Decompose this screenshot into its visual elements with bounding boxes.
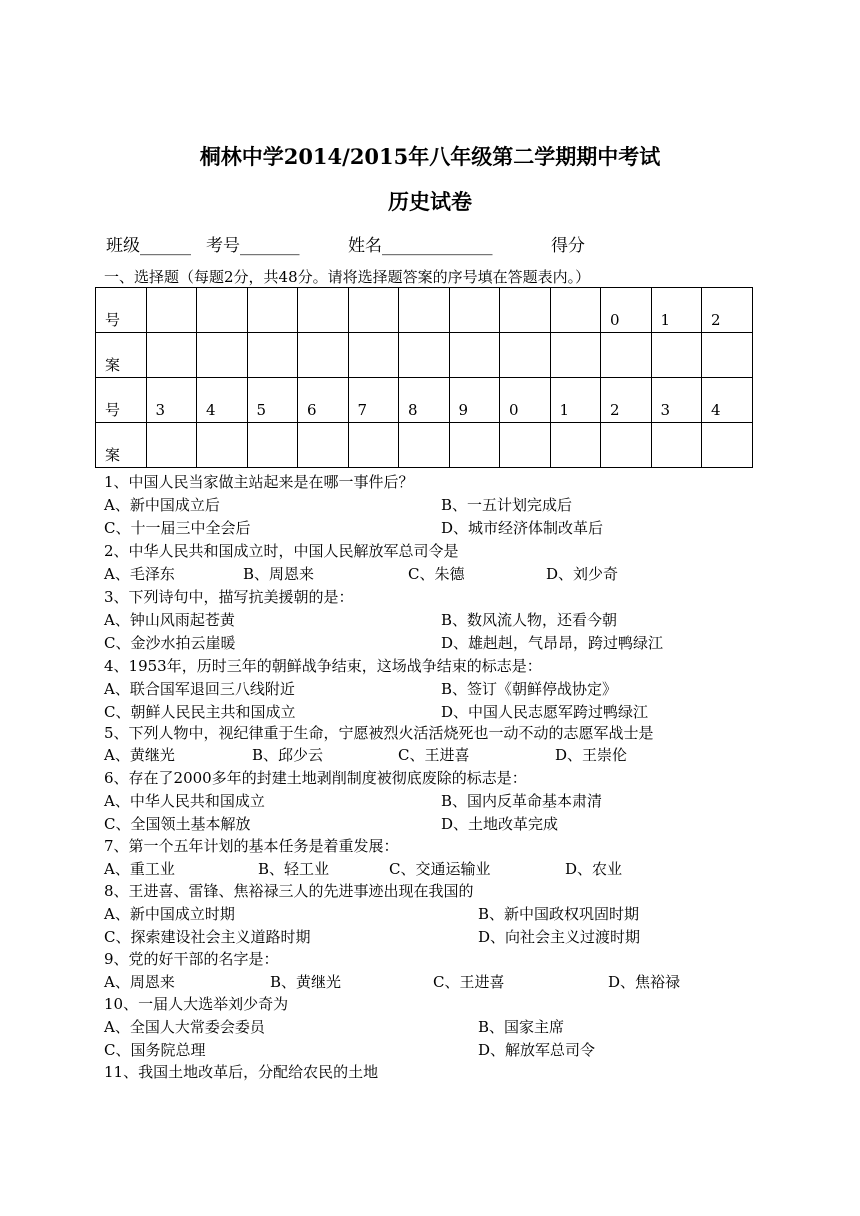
- answer-table-cell[interactable]: [399, 423, 450, 468]
- answer-table-cell[interactable]: [601, 333, 652, 378]
- question-stem: 7、第一个五年计划的基本任务是着重发展：: [104, 837, 399, 855]
- answer-table-cell: [146, 288, 197, 333]
- exam-number-field[interactable]: 考号_______: [206, 236, 300, 256]
- answer-table-cell: [449, 288, 500, 333]
- answer-table-cell[interactable]: [348, 423, 399, 468]
- answer-table-cell: [550, 288, 601, 333]
- answer-table-cell[interactable]: [550, 333, 601, 378]
- question-stem: 9、党的好干部的名字是：: [104, 950, 279, 968]
- option-b[interactable]: B、新中国政权巩固时期: [478, 905, 640, 923]
- option-c[interactable]: C、十一届三中全会后: [104, 519, 251, 537]
- option-d[interactable]: D、农业: [565, 860, 623, 878]
- question-stem: 6、存在了2000多年的封建土地剥削制度被彻底废除的标志是：: [104, 769, 527, 787]
- answer-table-cell[interactable]: [146, 333, 197, 378]
- option-c[interactable]: C、探索建设社会主义道路时期: [104, 928, 311, 946]
- page-title: 桐林中学2014/2015年八年级第二学期期中考试: [199, 144, 661, 169]
- score-field[interactable]: 得分: [551, 236, 585, 256]
- option-c[interactable]: C、金沙水拍云崖暖: [104, 634, 236, 652]
- answer-table-cell: 5: [247, 378, 298, 423]
- answer-table-cell[interactable]: [399, 333, 450, 378]
- option-b[interactable]: B、邱少云: [252, 746, 324, 764]
- answer-table-cell: 2: [702, 288, 753, 333]
- answer-table-cell[interactable]: [449, 423, 500, 468]
- answer-table-cell[interactable]: [146, 423, 197, 468]
- option-c[interactable]: C、朱德: [408, 565, 465, 583]
- answer-table-cell: 6: [298, 378, 349, 423]
- answer-table-cell[interactable]: [247, 423, 298, 468]
- option-d[interactable]: D、城市经济体制改革后: [441, 519, 604, 537]
- answer-table-cell: 1: [550, 378, 601, 423]
- answer-table-cell[interactable]: [247, 333, 298, 378]
- option-c[interactable]: C、交通运输业: [389, 860, 491, 878]
- answer-table: [95, 287, 753, 468]
- option-a[interactable]: A、钟山风雨起苍黄: [104, 611, 235, 629]
- option-c[interactable]: C、王进喜: [433, 973, 505, 991]
- answer-table-cell: 9: [449, 378, 500, 423]
- option-c[interactable]: C、国务院总理: [104, 1041, 206, 1059]
- answer-table-cell: [399, 288, 450, 333]
- option-a[interactable]: A、周恩来: [104, 973, 175, 991]
- option-d[interactable]: D、土地改革完成: [441, 815, 559, 833]
- answer-table-cell: 2: [601, 378, 652, 423]
- answer-table-cell[interactable]: [298, 423, 349, 468]
- option-b[interactable]: B、国内反革命基本肃清: [441, 792, 603, 810]
- answer-table-cell: [197, 288, 248, 333]
- option-d[interactable]: D、王崇伦: [555, 746, 628, 764]
- answer-table-cell[interactable]: [348, 333, 399, 378]
- answer-table-cell[interactable]: [702, 423, 753, 468]
- answer-table-cell: 7: [348, 378, 399, 423]
- option-a[interactable]: A、全国人大常委会委员: [104, 1018, 265, 1036]
- option-a[interactable]: A、毛泽东: [104, 565, 175, 583]
- answer-table-cell: 3: [146, 378, 197, 423]
- option-d[interactable]: D、向社会主义过渡时期: [478, 928, 641, 946]
- option-b[interactable]: B、周恩来: [243, 565, 315, 583]
- answer-table-cell[interactable]: [601, 423, 652, 468]
- answer-table-cell: [247, 288, 298, 333]
- answer-table-cell[interactable]: [550, 423, 601, 468]
- question-stem: 2、中华人民共和国成立时，中国人民解放军总司令是: [104, 542, 459, 560]
- option-c[interactable]: C、全国领土基本解放: [104, 815, 251, 833]
- answer-table-cell: 1: [651, 288, 702, 333]
- question-stem: 11、我国土地改革后，分配给农民的土地: [104, 1063, 379, 1081]
- option-c[interactable]: C、朝鲜人民民主共和国成立: [104, 703, 296, 721]
- answer-table-cell[interactable]: [449, 333, 500, 378]
- answer-table-row-label: 案: [96, 423, 147, 468]
- option-b[interactable]: B、签订《朝鲜停战协定》: [441, 680, 618, 698]
- answer-table-cell[interactable]: [197, 333, 248, 378]
- answer-table-cell[interactable]: [500, 423, 551, 468]
- answer-table-row: [96, 288, 753, 333]
- option-a[interactable]: A、黄继光: [104, 746, 175, 764]
- question-stem: 1、中国人民当家做主站起来是在哪一事件后？: [104, 473, 414, 491]
- section-heading: 一、选择题（每题2分，共48分。请将选择题答案的序号填在答题表内。）: [104, 268, 591, 286]
- question-stem: 3、下列诗句中，描写抗美援朝的是：: [104, 588, 354, 606]
- answer-table-cell[interactable]: [500, 333, 551, 378]
- answer-table-cell: 0: [601, 288, 652, 333]
- option-d[interactable]: D、解放军总司令: [478, 1041, 596, 1059]
- answer-table-cell[interactable]: [197, 423, 248, 468]
- answer-table-row-label: 号: [96, 288, 147, 333]
- option-a[interactable]: A、新中国成立时期: [104, 905, 235, 923]
- option-b[interactable]: B、轻工业: [258, 860, 330, 878]
- option-b[interactable]: B、数风流人物，还看今朝: [441, 611, 618, 629]
- option-b[interactable]: B、一五计划完成后: [441, 496, 573, 514]
- answer-table-row-label: 号: [96, 378, 147, 423]
- answer-table-cell: 4: [702, 378, 753, 423]
- answer-table-cell: [298, 288, 349, 333]
- answer-table-cell[interactable]: [651, 423, 702, 468]
- answer-table-cell: [500, 288, 551, 333]
- answer-table-row: [96, 423, 753, 468]
- option-a[interactable]: A、新中国成立后: [104, 496, 220, 514]
- option-c[interactable]: C、王进喜: [398, 746, 470, 764]
- option-b[interactable]: B、黄继光: [270, 973, 342, 991]
- answer-table-cell[interactable]: [298, 333, 349, 378]
- option-d[interactable]: D、焦裕禄: [608, 973, 681, 991]
- option-b[interactable]: B、国家主席: [478, 1018, 565, 1036]
- option-a[interactable]: A、重工业: [104, 860, 175, 878]
- option-a[interactable]: A、中华人民共和国成立: [104, 792, 265, 810]
- answer-table-row-label: 案: [96, 333, 147, 378]
- question-stem: 8、王进喜、雷锋、焦裕禄三人的先进事迹出现在我国的: [104, 882, 474, 900]
- answer-table-row: [96, 333, 753, 378]
- answer-table-cell: 8: [399, 378, 450, 423]
- answer-table-cell: 3: [651, 378, 702, 423]
- option-a[interactable]: A、联合国军退回三八线附近: [104, 680, 295, 698]
- answer-table-cell: 0: [500, 378, 551, 423]
- answer-table-cell[interactable]: [651, 333, 702, 378]
- class-field[interactable]: 班级______: [106, 236, 191, 256]
- question-stem: 5、下列人物中，视纪律重于生命，宁愿被烈火活活烧死也一动不动的志愿军战士是: [104, 724, 654, 742]
- answer-table-cell[interactable]: [702, 333, 753, 378]
- option-d[interactable]: D、中国人民志愿军跨过鸭绿江: [441, 703, 649, 721]
- name-field[interactable]: 姓名_____________: [348, 236, 493, 256]
- answer-table-row: [96, 378, 753, 423]
- answer-table-cell: [348, 288, 399, 333]
- option-d[interactable]: D、雄赳赳，气昂昂，跨过鸭绿江: [441, 634, 664, 652]
- question-stem: 4、1953年，历时三年的朝鲜战争结束，这场战争结束的标志是：: [104, 657, 542, 675]
- question-stem: 10、一届人大选举刘少奇为: [104, 995, 289, 1013]
- option-d[interactable]: D、刘少奇: [546, 565, 619, 583]
- answer-table-cell: 4: [197, 378, 248, 423]
- page-subtitle: 历史试卷: [388, 189, 472, 214]
